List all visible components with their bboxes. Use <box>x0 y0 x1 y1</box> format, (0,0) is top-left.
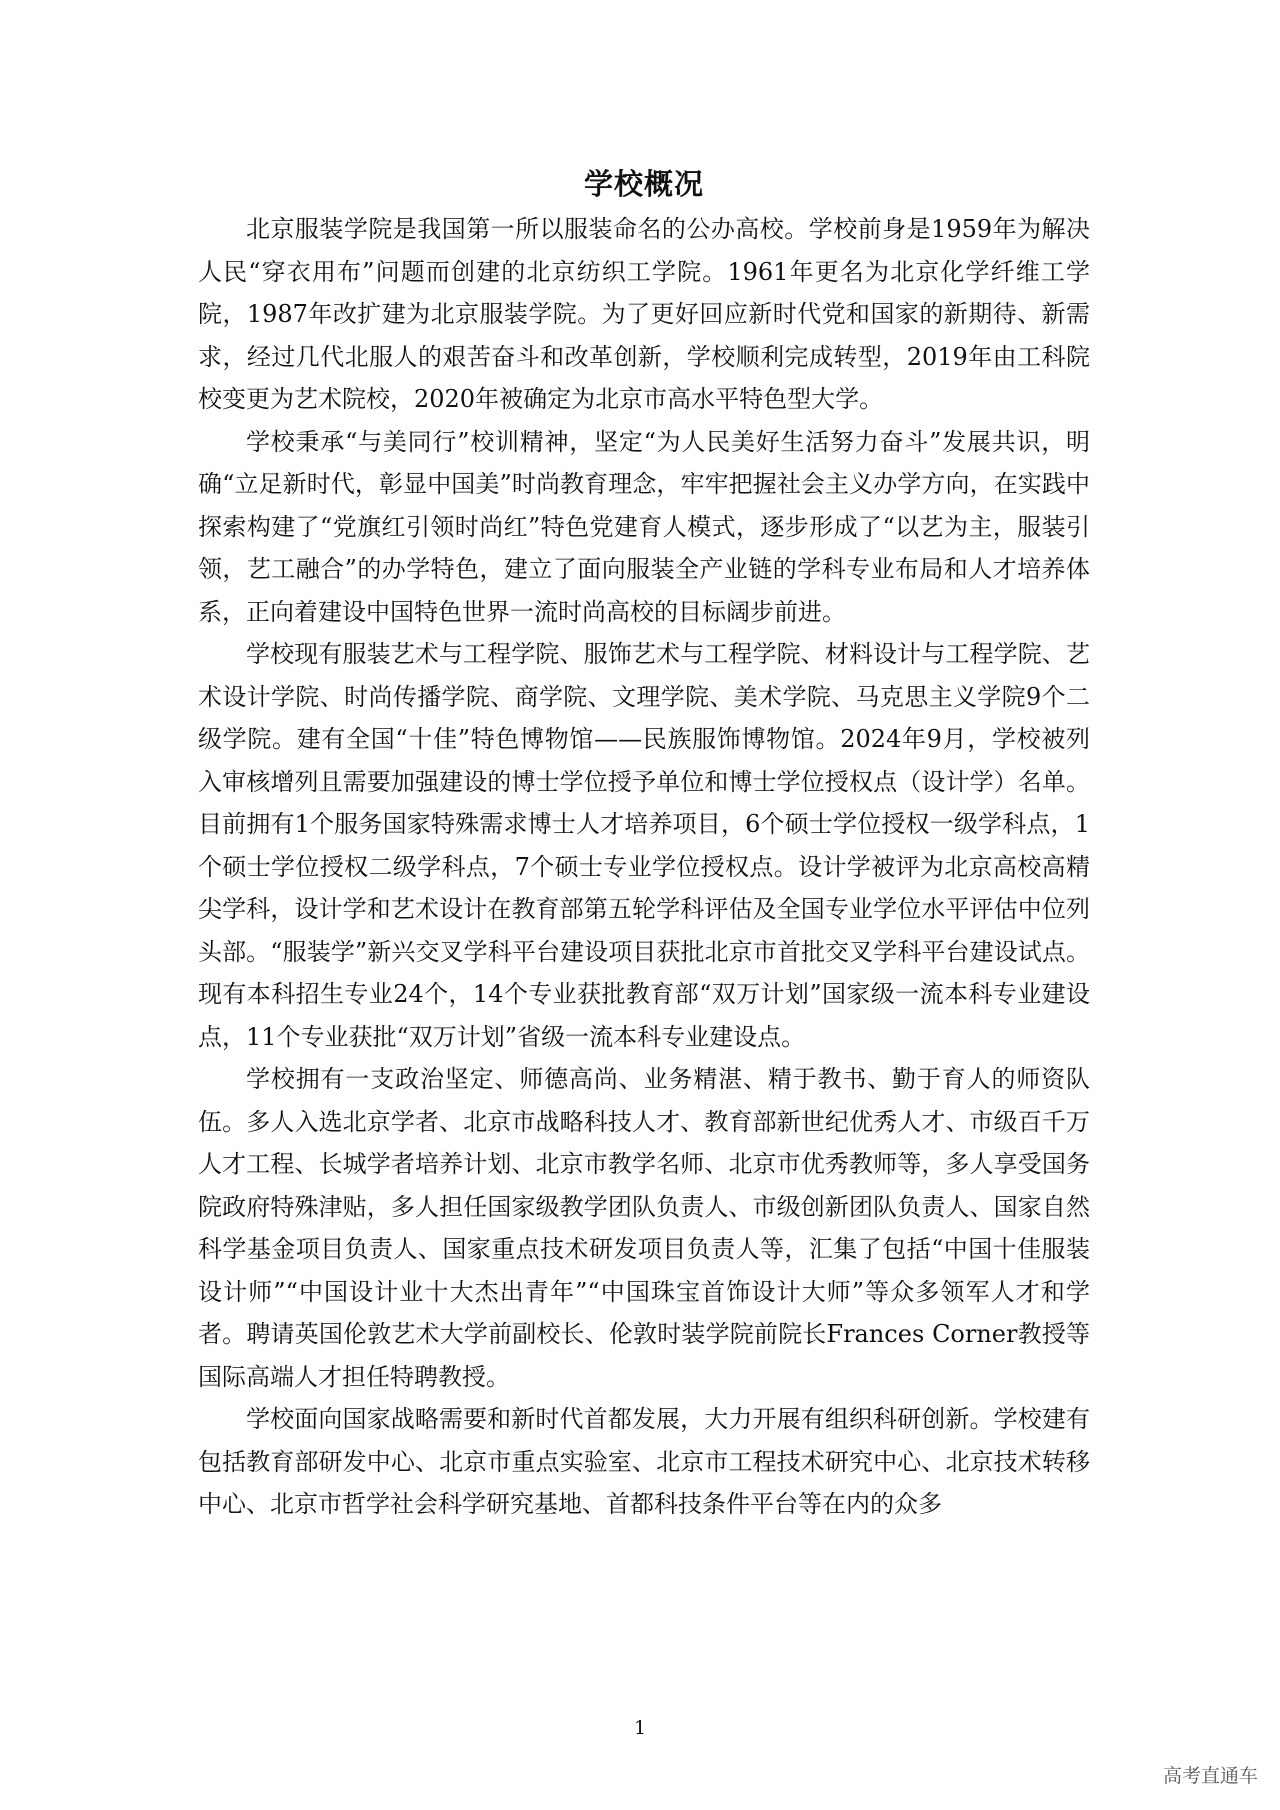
paragraph-faculty: 学校拥有一支政治坚定、师德高尚、业务精湛、精于教书、勤于育人的师资队伍。多人入选北京学者、北京市战略科技人才、教育部新世纪优秀人才、市级百千万人才工程、长城学者培养计划、北京市教学名师、北京市优秀教师等，多人享受国务院政府特殊津贴，多人担任国家级教学团队负责人、市级创新团队负责人、国家自然科学基金项目负责人、国家重点技术研发项目负责人等，汇集了包括“中国十佳服装设计师”“中国设计业十大杰出青年”“中国珠宝首饰设计大师”等众多领军人才和学者。聘请英国伦敦艺术大学前副校长、伦敦时装学院前院长Frances Corner教授等国际高端人才担任特聘教授。 <box>198 1065 1090 1391</box>
watermark-text: 高考直通车 <box>1162 1765 1258 1787</box>
paragraph-schools-disciplines: 学校现有服装艺术与工程学院、服饰艺术与工程学院、材料设计与工程学院、艺术设计学院、时尚传播学院、商学院、文理学院、美术学院、马克思主义学院9个二级学院。建有全国“十佳”特色博物馆——民族服饰博物馆。2024年9月，学校被列入审核增列且需要加强建设的博士学位授予单位和博士学位授权点（设计学）名单。目前拥有1个服务国家特殊需求博士人才培养项目，6个硕士学位授权一级学科点，1个硕士学位授权二级学科点，7个硕士专业学位授权点。设计学被评为北京高校高精尖学科，设计学和艺术设计在教育部第五轮学科评估及全国专业学位水平评估中位列头部。“服装学”新兴交叉学科平台建设项目获批北京市首批交叉学科平台建设试点。现有本科招生专业24个，14个专业获批教育部“双万计划”国家级一流本科专业建设点，11个专业获批“双万计划”省级一流本科专业建设点。 <box>198 640 1090 1051</box>
page-title: 学校概况 <box>583 167 704 201</box>
paragraph-history: 北京服装学院是我国第一所以服装命名的公办高校。学校前身是1959年为解决人民“穿衣用布”问题而创建的北京纺织工学院。1961年更名为北京化学纤维工学院，1987年改扩建为北京服装学院。为了更好回应新时代党和国家的新期待、新需求，经过几代北服人的艰苦奋斗和改革创新，学校顺利完成转型，2019年由工科院校变更为艺术院校，2020年被确定为北京市高水平特色型大学。 <box>198 215 1090 413</box>
document-body <box>198 160 1090 1526</box>
page-number: 1 <box>633 1717 647 1739</box>
paragraph-research: 学校面向国家战略需要和新时代首都发展，大力开展有组织科研创新。学校建有包括教育部研发中心、北京市重点实验室、北京市工程技术研究中心、北京技术转移中心、北京市哲学社会科学研究基地、首都科技条件平台等在内的众多 <box>198 1405 1090 1518</box>
paragraph-philosophy: 学校秉承“与美同行”校训精神，坚定“为人民美好生活努力奋斗”发展共识，明确“立足新时代，彰显中国美”时尚教育理念，牢牢把握社会主义办学方向，在实践中探索构建了“党旗红引领时尚红”特色党建育人模式，逐步形成了“以艺为主，服装引领，艺工融合”的办学特色，建立了面向服装全产业链的学科专业布局和人才培养体系，正向着建设中国特色世界一流时尚高校的目标阔步前进。 <box>198 427 1090 626</box>
